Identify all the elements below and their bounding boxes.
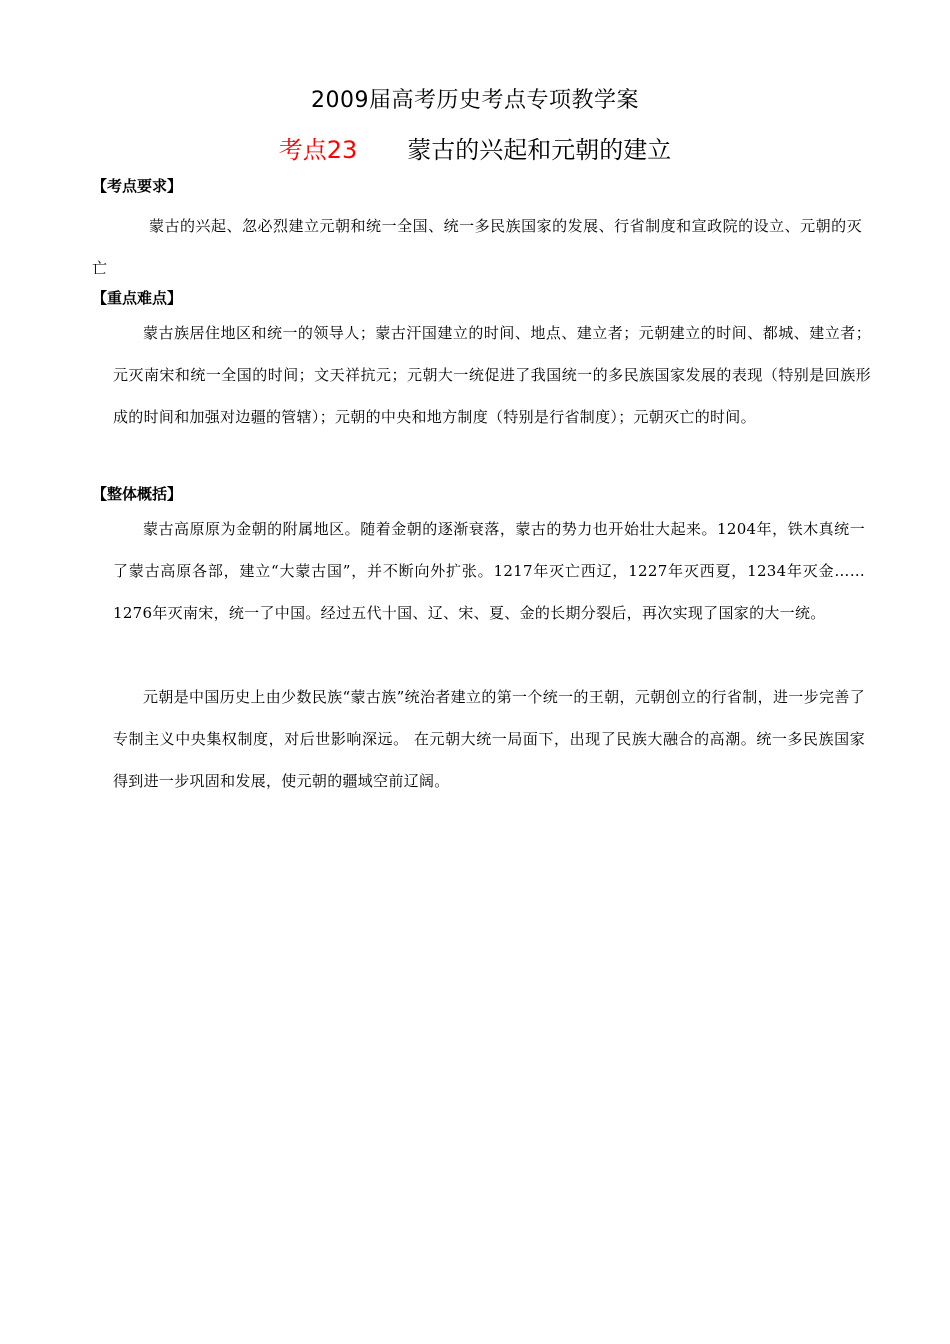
topic-heading [0, 134, 950, 166]
topic-title: 蒙古的兴起和元朝的建立 [407, 136, 672, 164]
key-points-heading: 【重点难点】 [92, 289, 183, 307]
document-title: 2009届高考历史考点专项教学案 [311, 88, 639, 113]
requirements-text: 蒙古的兴起、忽必烈建立元朝和统一全国、统一多民族国家的发展、行省制度和宣政院的设立、元朝的灭亡 [92, 217, 862, 277]
key-points-text: 蒙古族居住地区和统一的领导人；蒙古汗国建立的时间、地点、建立者；元朝建立的时间、都城、建立者；元灭南宋和统一全国的时间；文天祥抗元；元朝大一统促进了我国统一的多民族国家发展的表现（特别是回族形成的时间和加强对边疆的管辖）；元朝的中央和地方制度（特别是行省制度）；元朝灭亡的时间。 [113, 324, 871, 426]
requirements-heading: 【考点要求】 [92, 177, 183, 195]
topic-code: 考点23 [278, 136, 358, 164]
overview-heading: 【整体概括】 [92, 485, 183, 503]
overview-paragraph-2: 元朝是中国历史上由少数民族“蒙古族”统治者建立的第一个统一的王朝，元朝创立的行省制，进一步完善了专制主义中央集权制度，对后世影响深远。 在元朝大统一局面下，出现了民族大融合的高潮。统一多民族国家得到进一步巩固和发展，使元朝的疆域空前辽阔。 [113, 688, 865, 790]
overview-paragraph-1: 蒙古高原原为金朝的附属地区。随着金朝的逐渐衰落，蒙古的势力也开始壮大起来。1204年，铁木真统一了蒙古高原各部，建立“大蒙古国”，并不断向外扩张。1217年灭亡西辽，1227年灭西夏，1234年灭金……1276年灭南宋，统一了中国。经过五代十国、辽、宋、夏、金的长期分裂后，再次实现了国家的大一统。 [113, 520, 865, 622]
